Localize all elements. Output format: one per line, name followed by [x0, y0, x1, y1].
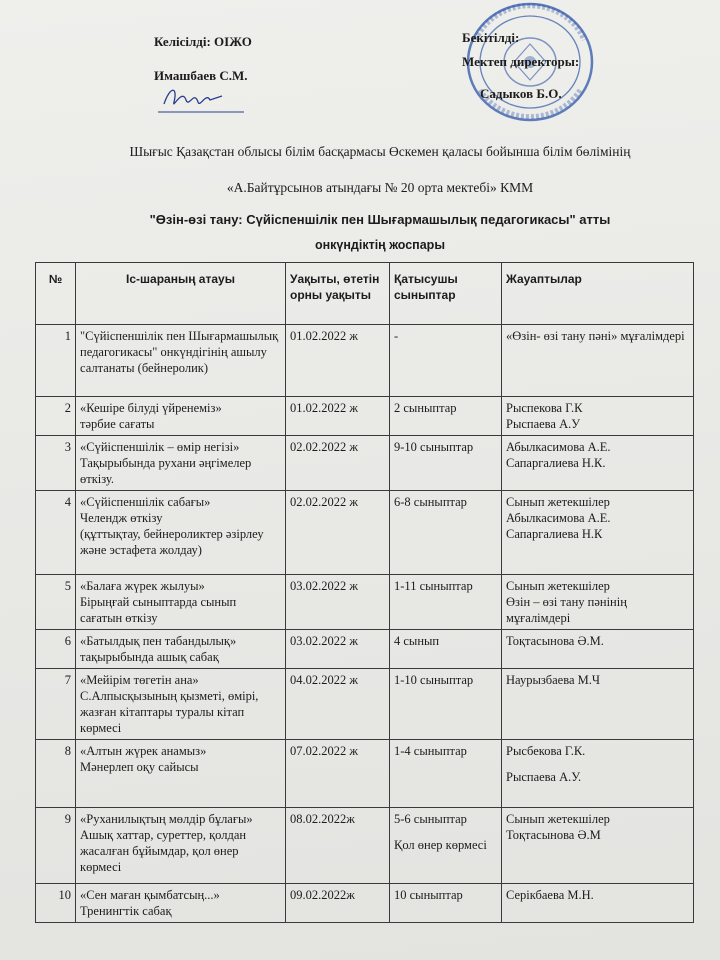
- event-date: 04.02.2022 ж: [286, 669, 390, 740]
- title-line-1: Шығыс Қазақстан облысы білім басқармасы Өскемен қаласы бойынша білім бөлімінің: [129, 144, 631, 159]
- table-row: [36, 436, 694, 491]
- event-classes: 2 сыныптар: [390, 397, 502, 436]
- event-responsible: Наурызбаева М.Ч: [502, 669, 694, 740]
- plan-table: [35, 262, 694, 923]
- row-number: 10: [36, 884, 76, 923]
- event-responsible: Тоқтасынова Ә.М.: [502, 630, 694, 669]
- event-date: 02.02.2022 ж: [286, 491, 390, 575]
- event-name: «Сүйіспеншілік сабағы» Челендж өткізу (құттықтау, бейнероликтер әзірлеу және эстафета жолдау): [76, 491, 286, 575]
- event-date: 07.02.2022 ж: [286, 740, 390, 808]
- event-classes: 6-8 сыныптар: [390, 491, 502, 575]
- row-number: 6: [36, 630, 76, 669]
- event-date: 03.02.2022 ж: [286, 630, 390, 669]
- column-header-classes: Қатысушы сыныптар: [390, 263, 502, 325]
- table-row: [36, 884, 694, 923]
- event-classes: 9-10 сыныптар: [390, 436, 502, 491]
- event-responsible: Рыспекова Г.К Рыспаева А.У: [502, 397, 694, 436]
- title-line-2: «А.Байтұрсынов атындағы № 20 орта мектебі» КММ: [226, 180, 534, 195]
- event-classes: -: [390, 325, 502, 397]
- event-responsible: Сынып жетекшілер Өзін – өзі тану пәнінің мұғалімдері: [502, 575, 694, 630]
- row-number: 4: [36, 491, 76, 575]
- event-date: 03.02.2022 ж: [286, 575, 390, 630]
- agreed-name: Имашбаев С.М.: [154, 68, 248, 83]
- row-number: 5: [36, 575, 76, 630]
- event-classes: 1-10 сыныптар: [390, 669, 502, 740]
- event-date: 09.02.2022ж: [286, 884, 390, 923]
- approved-label: Бекітілді:: [462, 30, 520, 45]
- column-header-number: №: [36, 263, 76, 325]
- signature: [156, 82, 246, 116]
- table-row: [36, 630, 694, 669]
- event-name: «Кешіре білуді үйренеміз» тәрбие сағаты: [76, 397, 286, 436]
- event-date: 01.02.2022 ж: [286, 325, 390, 397]
- table-row: [36, 325, 694, 397]
- event-classes: 1-4 сыныптар: [390, 740, 502, 808]
- event-name: «Сүйіспеншілік – өмір негізі» Тақырыбында рухани әңгімелер өткізу.: [76, 436, 286, 491]
- row-number: 8: [36, 740, 76, 808]
- column-header-event: Іс-шараның атауы: [76, 263, 286, 325]
- event-responsible: Рысбекова Г.К. Рыспаева А.У.: [502, 740, 694, 808]
- event-responsible: Серікбаева М.Н.: [502, 884, 694, 923]
- title-line-3: "Өзін-өзі тану: Сүйіспеншілік пен Шығармашылық педагогикасы" атты: [149, 212, 611, 227]
- event-name: «Руханилықтың мөлдір бұлағы» Ашық хаттар, суреттер, қолдан жасалған бұйымдар, қол өнер көрмесі: [76, 808, 286, 884]
- approved-name: Садыков Б.О.: [480, 86, 562, 101]
- event-date: 01.02.2022 ж: [286, 397, 390, 436]
- event-name: «Сен маған қымбатсың...» Тренингтік сабақ: [76, 884, 286, 923]
- row-number: 3: [36, 436, 76, 491]
- table-row: [36, 740, 694, 808]
- approved-role: Мектеп директоры:: [462, 54, 580, 69]
- table-row: [36, 669, 694, 740]
- table-row: [36, 575, 694, 630]
- event-date: 02.02.2022 ж: [286, 436, 390, 491]
- event-date: 08.02.2022ж: [286, 808, 390, 884]
- row-number: 9: [36, 808, 76, 884]
- table-row: [36, 808, 694, 884]
- table-row: [36, 491, 694, 575]
- event-name: «Балаға жүрек жылуы» Бірыңғай сыныптарда сынып сағатын өткізу: [76, 575, 286, 630]
- event-classes: 1-11 сыныптар: [390, 575, 502, 630]
- event-responsible: «Өзін- өзі тану пәні» мұғалімдері: [502, 325, 694, 397]
- event-classes: 5-6 сыныптар Қол өнер көрмесі: [390, 808, 502, 884]
- event-name: «Мейірім төгетін ана» С.Алпысқызының қызметі, өмірі, жазған кітаптары туралы кітап көрмесі: [76, 669, 286, 740]
- event-responsible: Сынып жетекшілер Тоқтасынова Ә.М: [502, 808, 694, 884]
- column-header-date: Уақыты, өтетін орны уақыты: [286, 263, 390, 325]
- row-number: 1: [36, 325, 76, 397]
- column-header-responsible: Жауаптылар: [502, 263, 694, 325]
- row-number: 2: [36, 397, 76, 436]
- event-name: «Алтын жүрек анамыз» Мәнерлеп оқу сайысы: [76, 740, 286, 808]
- event-name: «Батылдық пен табандылық» тақырыбында ашық сабақ: [76, 630, 286, 669]
- table-header-row: [36, 263, 694, 325]
- agreed-label: Келісілді: ОІЖО: [154, 34, 252, 49]
- event-responsible: Абылкасимова А.Е. Сапаргалиева Н.К.: [502, 436, 694, 491]
- event-responsible: Сынып жетекшілер Абылкасимова А.Е. Сапаргалиева Н.К: [502, 491, 694, 575]
- event-classes: 10 сыныптар: [390, 884, 502, 923]
- row-number: 7: [36, 669, 76, 740]
- event-name: "Сүйіспеншілік пен Шығармашылық педагогикасы" онкүндігінің ашылу салтанаты (бейнеролик): [76, 325, 286, 397]
- event-classes: 4 сынып: [390, 630, 502, 669]
- table-row: [36, 397, 694, 436]
- title-line-4: онкүндіктің жоспары: [314, 238, 445, 252]
